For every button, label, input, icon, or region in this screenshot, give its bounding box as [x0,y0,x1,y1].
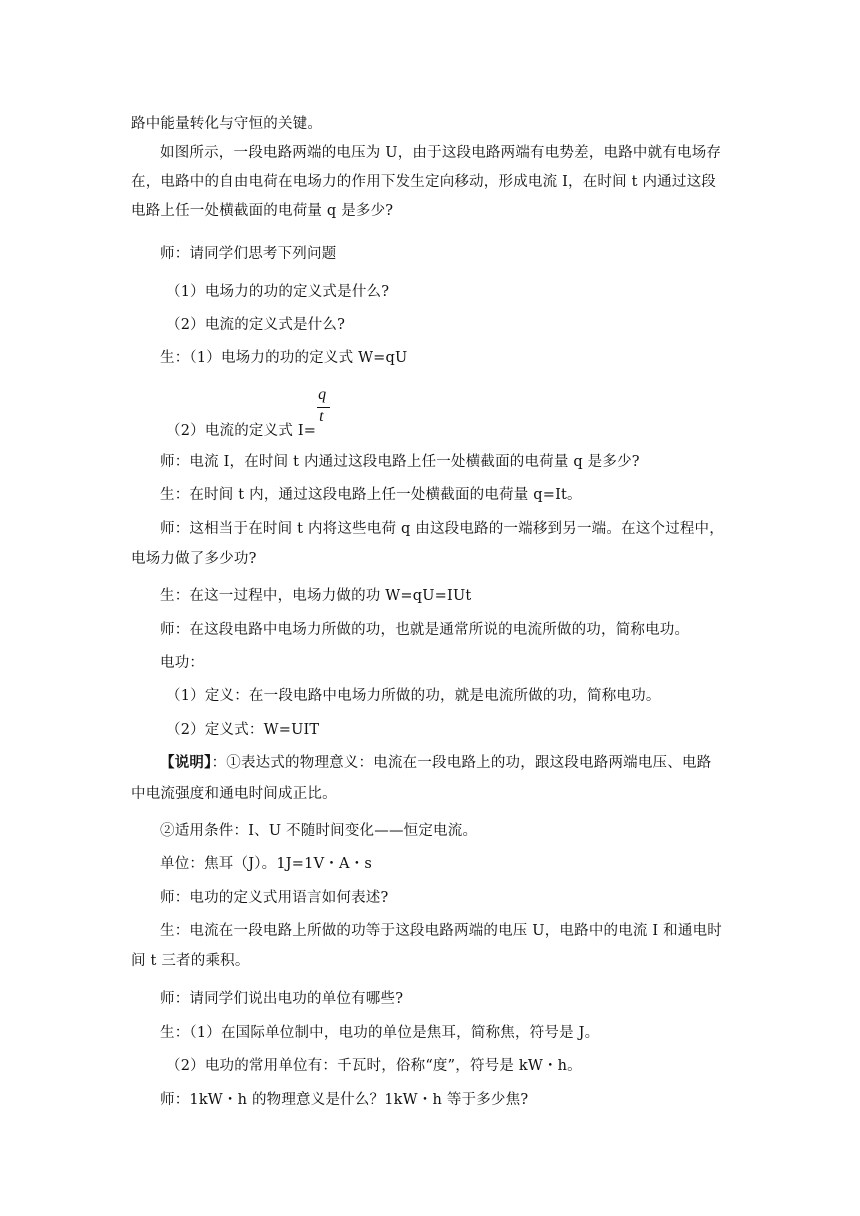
fraction-denominator: t [319,408,324,425]
text-line: 师：请同学们说出电功的单位有哪些? [160,991,404,1007]
text-line: 师：电流 I，在时间 t 内通过这段电路上任一处横截面的电荷量 q 是多少? [160,454,640,470]
text-line: 在，电路中的自由电荷在电场力的作用下发生定向移动，形成电流 I，在时间 t 内通过这段 [131,174,716,190]
note-line [160,753,765,773]
fraction-q-over-t [316,386,334,435]
text-line: 电路上任一处横截面的电荷量 q 是多少? [131,203,394,219]
note-text: ：①表达式的物理意义：电流在一段电路上的功，跟这段电路两端电压、电路 [211,755,712,771]
text-line: 中电流强度和通电时间成正比。 [131,786,337,802]
text-line: 生：（1）电场力的功的定义式 W=qU [160,350,408,366]
text-line: 电场力做了多少功? [131,551,257,567]
text-line: 师：在这段电路中电场力所做的功，也就是通常所说的电流所做的功，简称电功。 [160,622,690,638]
formula-text: （2）电流的定义式 I= [166,423,317,439]
text-line: （1）定义：在一段电路中电场力所做的功，就是电流所做的功，简称电功。 [166,688,661,704]
text-line: 生：电流在一段电路上所做的功等于这段电路两端的电压 U，电路中的电流 I 和通电时 [160,923,722,939]
formula-line [166,386,771,441]
text-line: 师：1kW・h 的物理意义是什么？1kW・h 等于多少焦? [160,1092,529,1108]
text-line: 电功： [160,655,205,671]
text-line: 生：在这一过程中，电场力做的功 W=qU=IUt [160,588,472,604]
text-line: ②适用条件：I、U 不随时间变化——恒定电流。 [160,823,478,839]
text-line: 师：请同学们思考下列问题 [160,246,337,262]
text-line: （2）电流的定义式是什么? [166,317,346,333]
text-line: 单位：焦耳（J）。1J=1V・A・s [160,856,372,872]
note-label: 【说明】 [160,754,212,771]
text-line: （2）定义式：W=UIT [166,722,320,738]
text-line: 间 t 三者的乘积。 [131,953,250,969]
text-line: （2）电功的常用单位有：千瓦时，俗称“度”，符号是 kW・h。 [166,1058,582,1074]
text-line: 生：在时间 t 内，通过这段电路上任一处横截面的电荷量 q=It。 [160,487,582,503]
text-line: 路中能量转化与守恒的关键。 [131,116,323,132]
text-line: 如图所示，一段电路两端的电压为 U，由于这段电路两端有电势差，电路中就有电场存 [160,145,722,161]
text-line: 师：这相当于在时间 t 内将这些电荷 q 由这段电路的一端移到另一端。在这个过程中， [160,521,724,537]
fraction-numerator: q [318,386,327,403]
text-line: （1）电场力的功的定义式是什么? [166,284,390,300]
text-line: 师：电功的定义式用语言如何表述? [160,890,389,906]
text-line: 生：（1）在国际单位制中，电功的单位是焦耳，简称焦，符号是 J。 [160,1025,600,1041]
